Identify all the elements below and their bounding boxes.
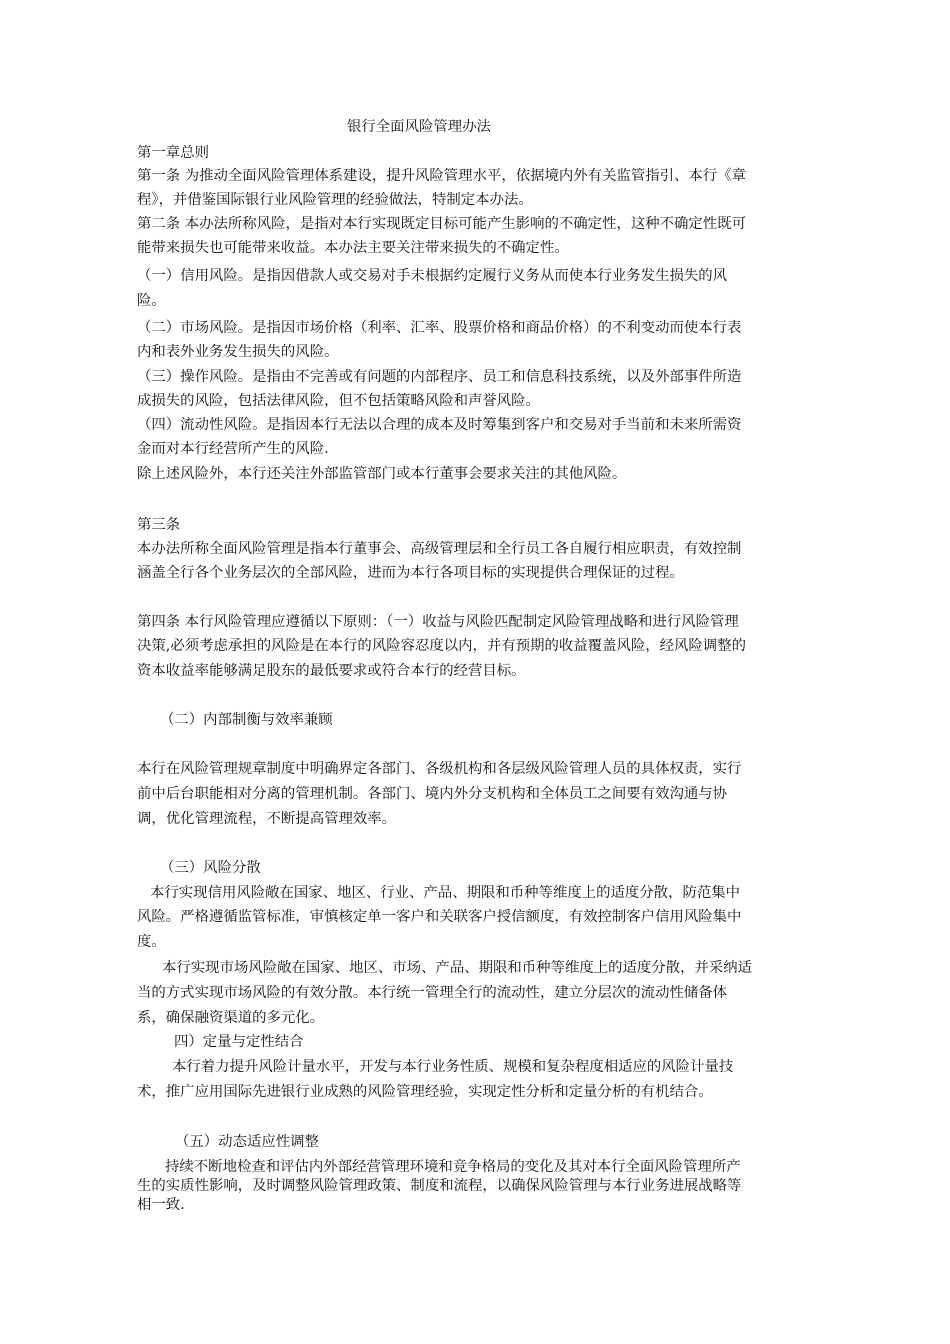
- text-line: （二）市场风险。是指因市场价格（利率、汇率、股票价格和商品价格）的不利变动而使本行表: [137, 320, 742, 336]
- text-line: 当的方式实现市场风险的有效分散。本行统一管理全行的流动性，建立分层次的流动性储备体: [137, 985, 728, 1001]
- article-heading: 第三条: [137, 517, 181, 533]
- text-line: 内和表外业务发生损失的风险。: [137, 344, 339, 360]
- text-line: 生的实质性影响，及时调整风险管理政策、制度和流程，以确保风险管理与本行业务进展战略等: [137, 1178, 742, 1194]
- section-heading: （二）内部制衡与效率兼顾: [160, 712, 333, 728]
- text-line: 调，优化管理流程，不断提高管理效率。: [137, 811, 397, 827]
- text-line: 除上述风险外，本行还关注外部监管部门或本行董事会要求关注的其他风险。: [137, 466, 627, 482]
- text-line: 程》，并借鉴国际银行业风险管理的经验做法，特制定本办法。: [137, 192, 533, 208]
- text-line: 成损失的风险，包括法律风险，但不包括策略风险和声誉风险。: [137, 393, 540, 409]
- document-title: 银行全面风险管理办法: [347, 119, 491, 135]
- text-line: 本行在风险管理规章制度中明确界定各部门、各级机构和各层级风险管理人员的具体权责，实行: [137, 761, 742, 777]
- section-heading: 四）定量与定性结合: [174, 1034, 304, 1050]
- text-line: 金而对本行经营所产生的风险.: [137, 441, 329, 457]
- section-heading: （三）风险分散: [160, 860, 261, 876]
- text-line: 本行着力提升风险计量水平，开发与本行业务性质、规模和复杂程度相适应的风险计量技: [172, 1059, 734, 1075]
- text-line: 资本收益率能够满足股东的最低要求或符合本行的经营目标。: [137, 663, 526, 679]
- section-heading: （五）动态适应性调整: [175, 1134, 319, 1150]
- text-line: 险。: [137, 293, 166, 309]
- text-line: 持续不断地检查和评估内外部经营管理环境和竞争格局的变化及其对本行全面风险管理所产: [165, 1159, 741, 1175]
- chapter-heading: 第一章总则: [137, 145, 209, 161]
- text-line: 决策,必须考虑承担的风险是在本行的风险容忍度以内，并有预期的收益覆盖风险，经风险调整的: [137, 638, 746, 654]
- text-line: 本办法所称全面风险管理是指本行董事会、高级管理层和全行员工各自履行相应职责，有效控制: [137, 541, 742, 557]
- text-line: （四）流动性风险。是指因本行无法以合理的成本及时筹集到客户和交易对手当前和未来所需资: [137, 417, 742, 433]
- text-line: 系，确保融资渠道的多元化。: [137, 1010, 325, 1026]
- text-line: 度。: [137, 934, 166, 950]
- text-line: 第四条 本行风险管理应遵循以下原则：（一）收益与风险匹配制定风险管理战略和进行风险管理: [137, 614, 739, 630]
- text-line: 本行实现信用风险敞在国家、地区、行业、产品、期限和币种等维度上的适度分散，防范集中: [150, 885, 741, 901]
- text-line: 相一致.: [137, 1197, 185, 1213]
- text-line: 第二条 本办法所称风险，是指对本行实现既定目标可能产生影响的不确定性，这种不确定性既可: [137, 216, 746, 232]
- text-line: 风险。严格遵循监管标准，审慎核定单一客户和关联客户授信额度，有效控制客户信用风险集中: [137, 909, 742, 925]
- text-line: 前中后台职能相对分离的管理机制。各部门、境内外分支机构和全体员工之间要有效沟通与协: [137, 786, 728, 802]
- text-line: （一）信用风险。是指因借款人或交易对手未根据约定履行义务从而使本行业务发生损失的风: [137, 268, 728, 284]
- text-line: 第一条 为推动全面风险管理体系建设，提升风险管理水平，依据境内外有关监管指引、本行《章: [137, 168, 746, 184]
- text-line: 涵盖全行各个业务层次的全部风险，进而为本行各项目标的实现提供合理保证的过程。: [137, 565, 684, 581]
- text-line: 本行实现市场风险敞在国家、地区、市场、产品、期限和币种等维度上的适度分散，并采纳适: [162, 960, 753, 976]
- text-line: 术，推广应用国际先进银行业成熟的风险管理经验，实现定性分析和定量分析的有机结合。: [137, 1084, 713, 1100]
- text-line: （三）操作风险。是指由不完善或有问题的内部程序、员工和信息科技系统，以及外部事件所造: [137, 369, 742, 385]
- text-line: 能带来损失也可能带来收益。本办法主要关注带来损失的不确定性。: [137, 240, 569, 256]
